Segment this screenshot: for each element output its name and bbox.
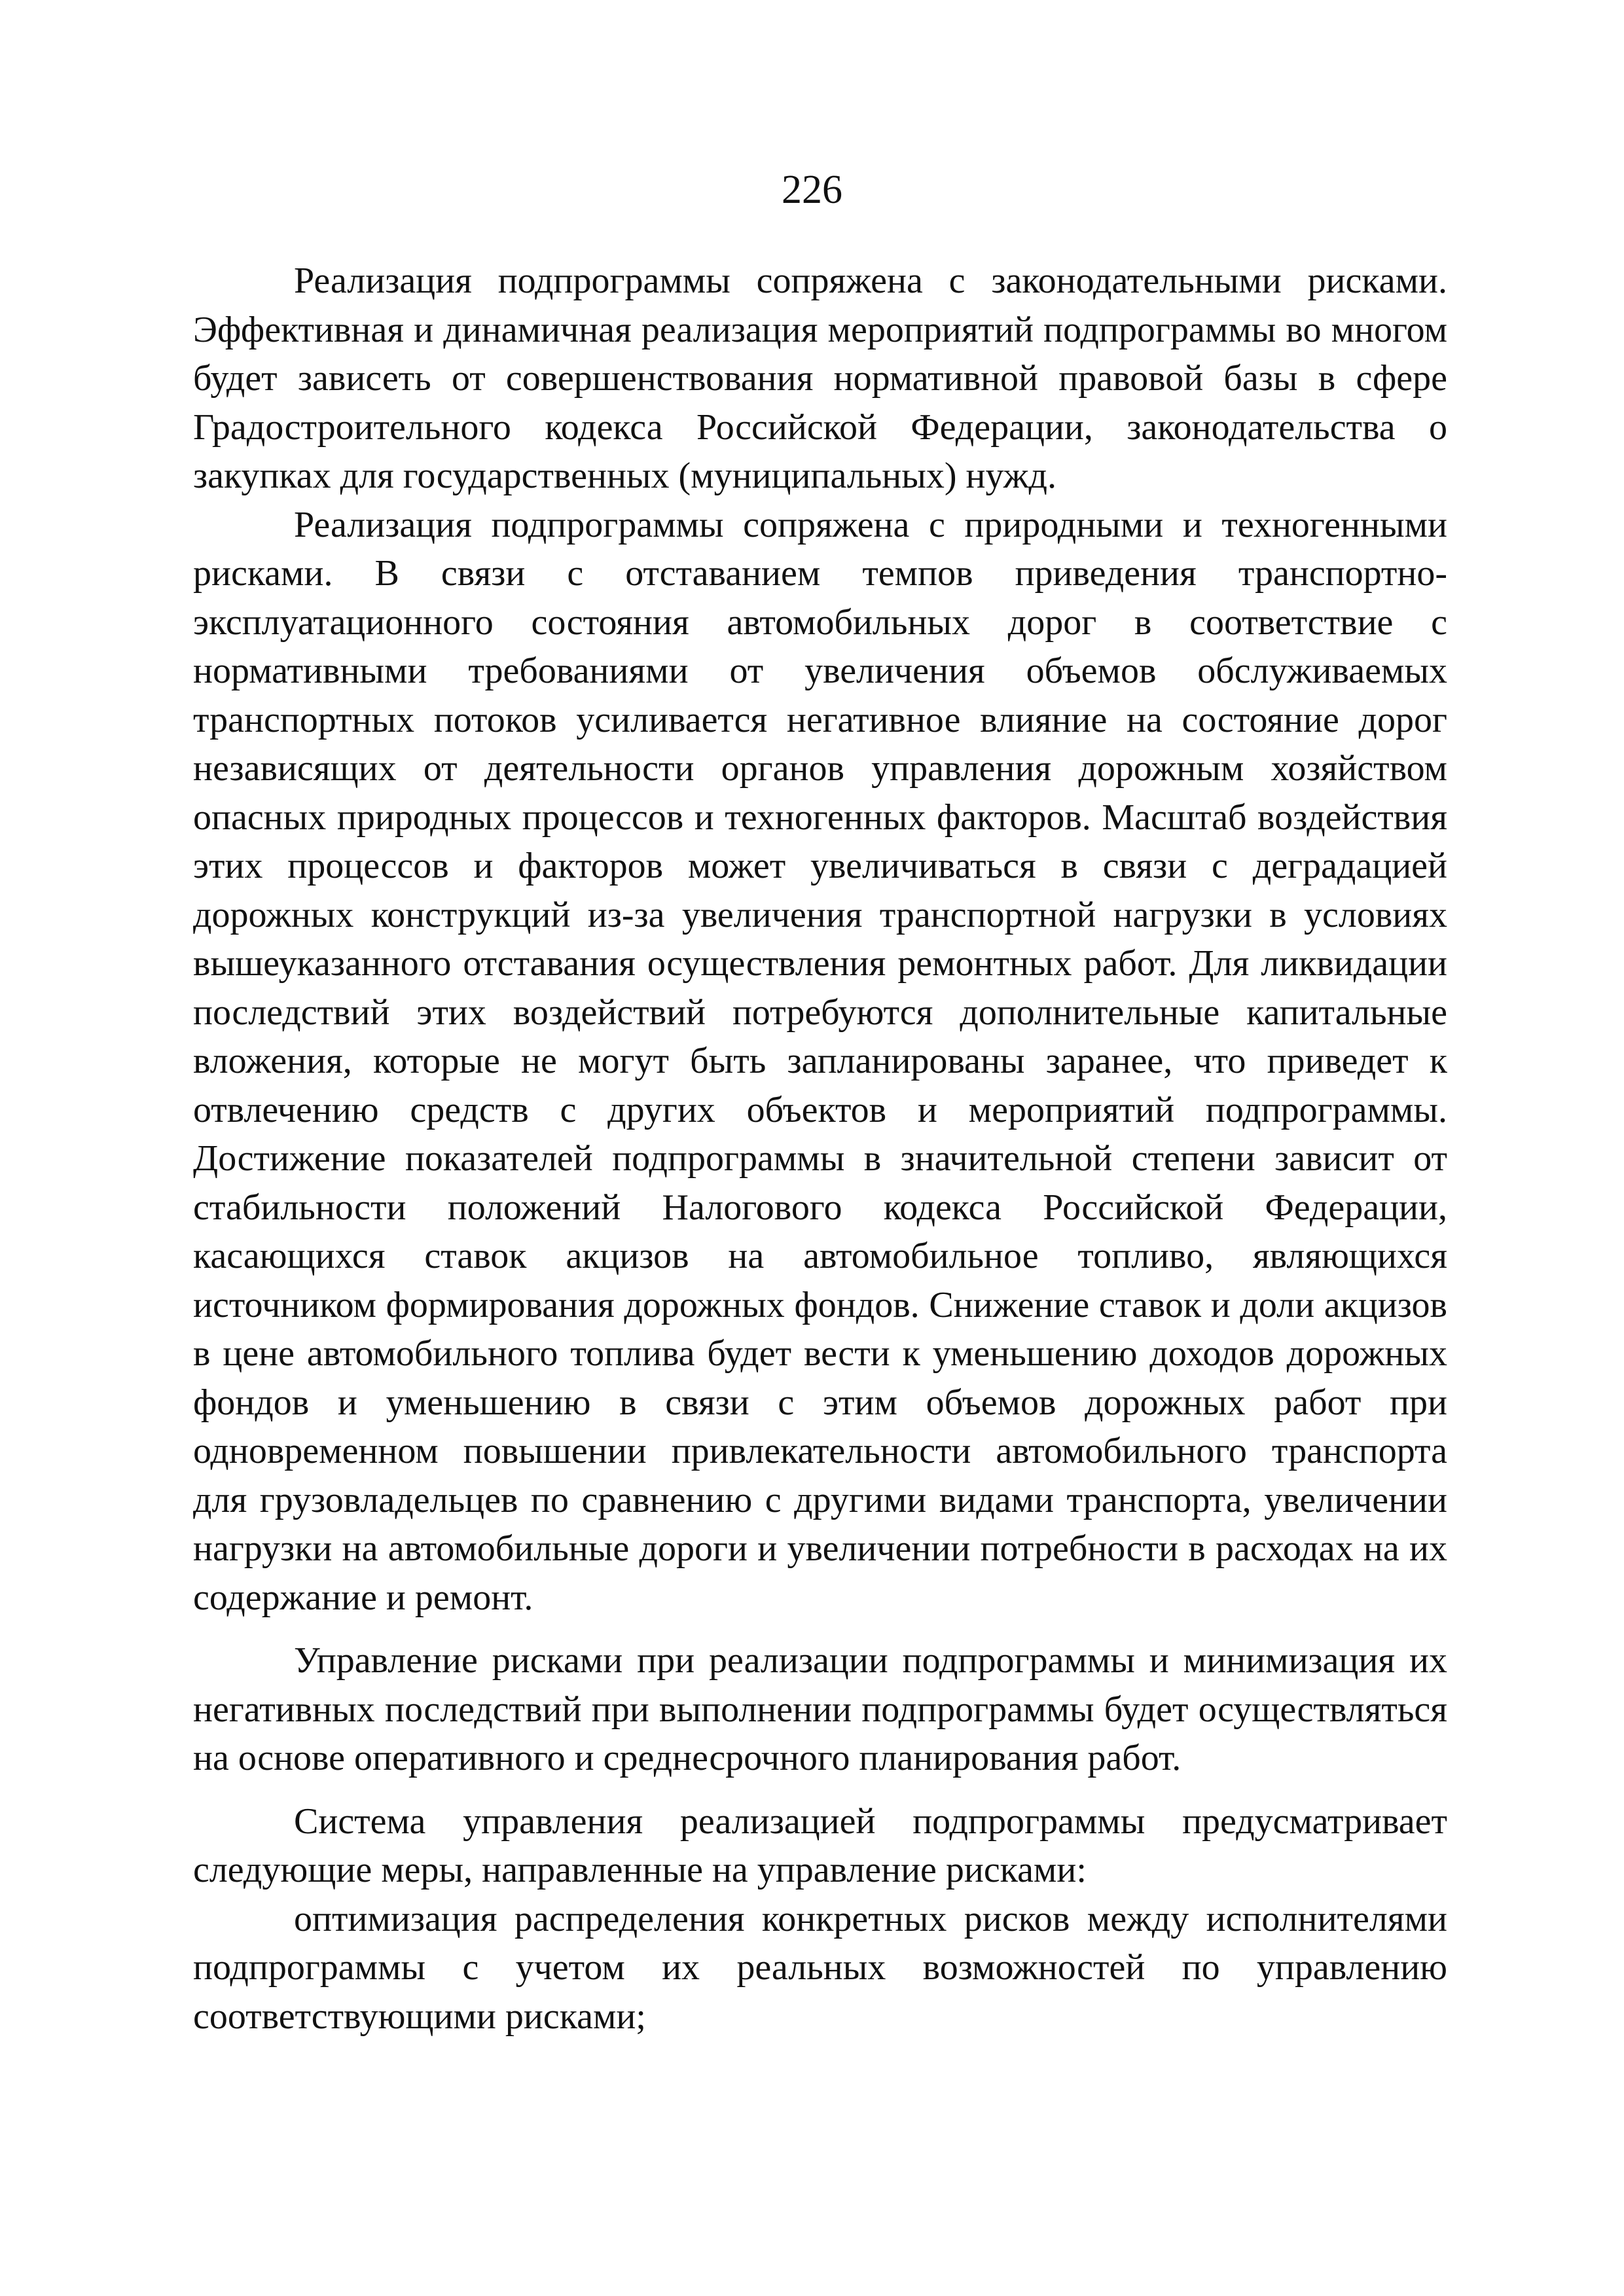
paragraph-risk-management: Управление рисками при реализации подпрограммы и минимизация их негативных последствий при выполнении подпрограммы будет осуществляться на основе оперативного и среднесрочного планирования работ.	[193, 1640, 1447, 1778]
page-number: 226	[782, 168, 842, 212]
paragraph-risk-distribution: оптимизация распределения конкретных рисков между исполнителями подпрограммы с учетом их реальных возможностей по управлению соответствующими рисками;	[193, 1898, 1447, 2037]
document-body	[193, 257, 1447, 2041]
paragraph-natural-technogenic-risks: Реализация подпрограммы сопряжена с природными и техногенными рисками. В связи с отставанием темпов приведения транспортно-эксплуатационного состояния автомобильных дорог в соответствие с нормативными требованиями от увеличения объемов обслуживаемых транспортных потоков усиливается негативное влияние на состояние дорог независящих от деятельности органов управления дорожным хозяйством опасных природных процессов и техногенных факторов. Масштаб воздействия этих процессов и факторов может увеличиваться в связи с деградацией дорожных конструкций из-за увеличения транспортной нагрузки в условиях вышеуказанного отставания осуществления ремонтных работ. Для ликвидации последствий этих воздействий потребуются дополнительные капитальные вложения, которые не могут быть запланированы заранее, что приведет к отвлечению средств с других объектов и мероприятий подпрограммы. Достижение показателей подпрограммы в значительной степени зависит от стабильности положений Налогового кодекса Российской Федерации, касающихся ставок акцизов на автомобильное топливо, являющихся источником формирования дорожных фондов. Снижение ставок и доли акцизов в цене автомобильного топлива будет вести к уменьшению доходов дорожных фондов и уменьшению в связи с этим объемов дорожных работ при одновременном повышении привлекательности автомобильного транспорта для грузовладельцев по сравнению с другими видами транспорта, увеличении нагрузки на автомобильные дороги и увеличении потребности в расходах на их содержание и ремонт.	[193, 504, 1447, 1618]
paragraph-management-system: Система управления реализацией подпрограммы предусматривает следующие меры, направленные на управление рисками:	[193, 1801, 1447, 1890]
paragraph-legislative-risks: Реализация подпрограммы сопряжена с законодательными рисками. Эффективная и динамичная реализация мероприятий подпрограммы во многом будет зависеть от совершенствования нормативной правовой базы в сфере Градостроительного кодекса Российской Федерации, законодательства о закупках для государственных (муниципальных) нужд.	[193, 260, 1447, 496]
